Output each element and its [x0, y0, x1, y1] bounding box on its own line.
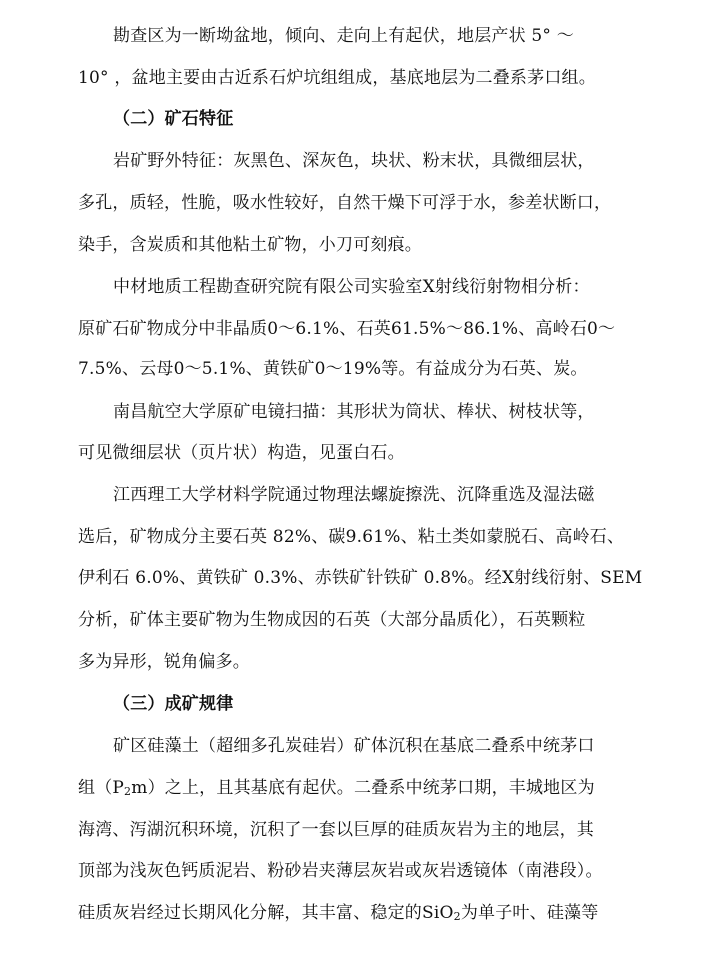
paragraph-1-line-2: 10° ，盆地主要由古近系石炉坑组组成，基底地层为二叠系茅口组。	[78, 68, 596, 88]
section-heading-ore-features: （二）矿石特征	[113, 109, 234, 129]
section-heading-mineralization-pattern: （三）成矿规律	[113, 694, 234, 714]
silica-subscript: 2	[453, 910, 461, 923]
paragraph-3-line-3: 7.5%、云母0～5.1%、黄铁矿0～19%等。有益成分为石英、炭。	[78, 359, 588, 379]
paragraph-2-line-3: 染手，含炭质和其他粘土矿物，小刀可刻痕。	[78, 235, 422, 255]
paragraph-5-line-1: 江西理工大学材料学院通过物理法螺旋擦洗、沉降重选及湿法磁	[113, 485, 595, 505]
paragraph-5-line-4: 分析，矿体主要矿物为生物成因的石英（大部分晶质化），石英颗粒	[78, 610, 586, 630]
paragraph-6-line-4: 顶部为浅灰色钙质泥岩、粉砂岩夹薄层灰岩或灰岩透镜体（南港段）。	[78, 861, 603, 881]
paragraph-5-line-2: 选后，矿物成分主要石英 82%、碳9.61%、粘土类如蒙脱石、高岭石、	[78, 527, 625, 547]
formation-code-prefix: 组（P	[78, 778, 125, 798]
paragraph-6-line-2-rest: ）之上，且其基底有起伏。二叠系中统茅口期，丰城地区为	[147, 778, 595, 798]
paragraph-3-line-1: 中材地质工程勘查研究院有限公司实验室X射线衍射物相分析：	[113, 277, 590, 297]
paragraph-2-line-1: 岩矿野外特征：灰黑色、深灰色，块状、粉末状，具微细层状，	[113, 151, 595, 171]
paragraph-6-line-2	[78, 777, 595, 803]
paragraph-3-line-2: 原矿石矿物成分中非晶质0～6.1%、石英61.5%～86.1%、高岭石0～	[78, 319, 616, 339]
paragraph-2-line-2: 多孔，质轻，性脆，吸水性较好，自然干燥下可浮于水，参差状断口，	[78, 193, 612, 213]
paragraph-6-line-5-start: 硅质灰岩经过长期风化分解，其丰富、稳定的SiO	[78, 903, 454, 923]
paragraph-4-line-2: 可见微细层状（页片状）构造，见蛋白石。	[78, 443, 405, 463]
paragraph-6-line-5	[78, 902, 598, 928]
formation-code-subscript: 2	[124, 785, 132, 798]
formation-code-suffix: m	[131, 778, 148, 798]
paragraph-1-line-1: 勘查区为一断坳盆地，倾向、走向上有起伏，地层产状 5° ～	[113, 26, 574, 46]
paragraph-5-line-3: 伊利石 6.0%、黄铁矿 0.3%、赤铁矿针铁矿 0.8%。经X射线衍射、SEM	[78, 568, 643, 588]
paragraph-5-line-5: 多为异形，锐角偏多。	[78, 652, 250, 672]
paragraph-6-line-5-end: 为单子叶、硅藻等	[460, 903, 599, 923]
paragraph-6-line-3: 海湾、泻湖沉积环境，沉积了一套以巨厚的硅质灰岩为主的地层，其	[78, 820, 594, 840]
paragraph-6-line-1: 矿区硅藻土（超细多孔炭硅岩）矿体沉积在基底二叠系中统茅口	[113, 736, 595, 756]
paragraph-4-line-1: 南昌航空大学原矿电镜扫描：其形状为筒状、棒状、树枝状等，	[113, 402, 595, 422]
